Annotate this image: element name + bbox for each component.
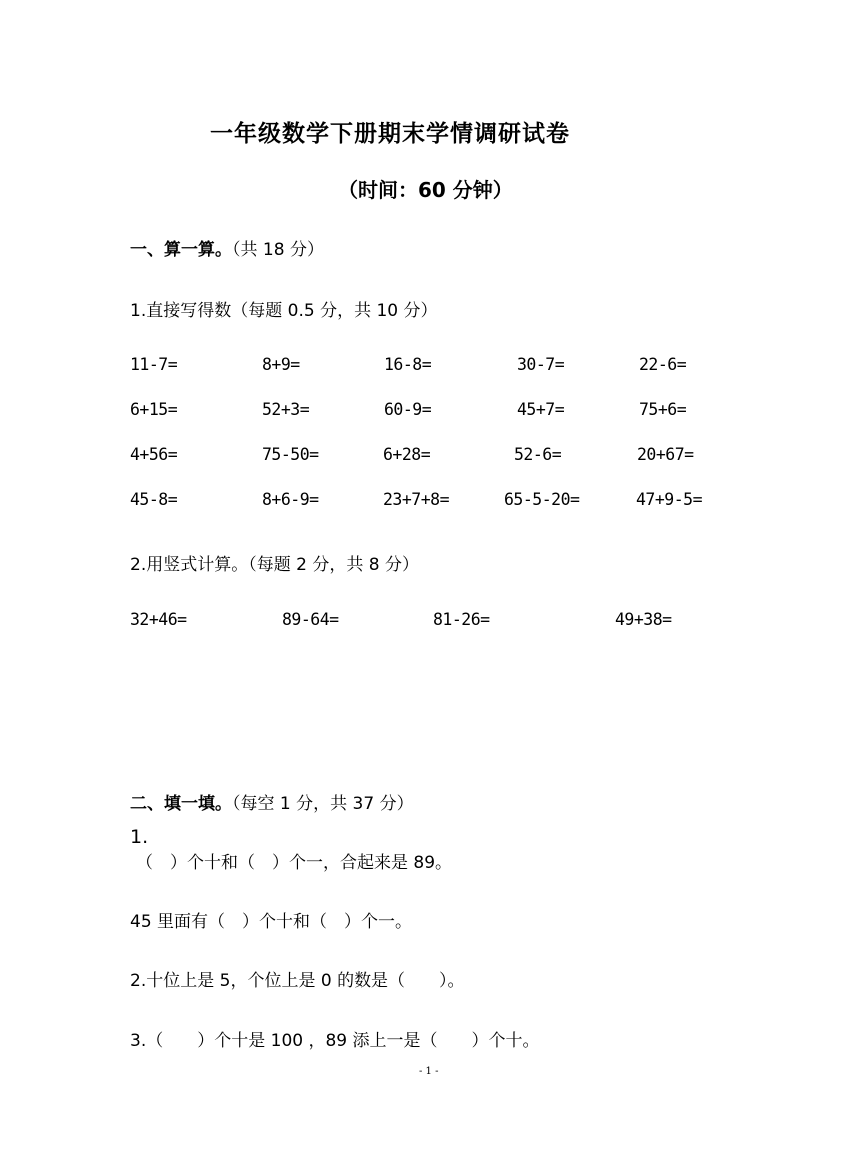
question-1-number: 1.	[130, 826, 149, 848]
equation: 6+28=	[383, 445, 431, 464]
equation: 75+6=	[639, 400, 687, 419]
equation: 65-5-20=	[504, 490, 580, 509]
question-1-line-2: 45 里面有（ ）个十和（ ）个一。	[130, 912, 413, 932]
equation: 45-8=	[130, 490, 178, 509]
vertical-calc-item: 89-64=	[282, 610, 339, 629]
equation: 23+7+8=	[383, 490, 450, 509]
section-1-note: （共 18 分）	[232, 240, 324, 260]
equation: 60-9=	[384, 400, 432, 419]
question-1-line-1: （ ）个十和（ ）个一，合起来是 89。	[136, 853, 453, 873]
vertical-calc-item: 49+38=	[615, 610, 672, 629]
equation: 52-6=	[514, 445, 562, 464]
section-2-heading: 二、填一填。	[130, 794, 232, 814]
equation: 8+6-9=	[262, 490, 319, 509]
question-2-label: 2.用竖式计算。（每题 2 分，共 8 分）	[130, 555, 419, 575]
equation: 47+9-5=	[636, 490, 703, 509]
equation: 4+56=	[130, 445, 178, 464]
vertical-calc-item: 32+46=	[130, 610, 187, 629]
vertical-calc-item: 81-26=	[433, 610, 490, 629]
equation: 30-7=	[517, 355, 565, 374]
section-1-header	[130, 235, 324, 260]
equation: 11-7=	[130, 355, 178, 374]
question-1-label: 1.直接写得数（每题 0.5 分，共 10 分）	[130, 301, 438, 321]
equation: 52+3=	[262, 400, 310, 419]
equation: 6+15=	[130, 400, 178, 419]
exam-time: （时间：60 分钟）	[338, 178, 513, 202]
question-2: 2.十位上是 5，个位上是 0 的数是（ ）。	[130, 971, 465, 991]
equation: 22-6=	[639, 355, 687, 374]
equation: 75-50=	[262, 445, 319, 464]
section-2-note: （每空 1 分，共 37 分）	[232, 794, 414, 814]
equation: 45+7=	[517, 400, 565, 419]
section-1-heading: 一、算一算。	[130, 240, 232, 260]
equation: 8+9=	[262, 355, 300, 374]
equation: 20+67=	[637, 445, 694, 464]
page-number: - 1 -	[419, 1066, 439, 1077]
section-2-header	[130, 789, 414, 814]
question-3: 3.（ ）个十是 100 ，89 添上一是（ ）个十。	[130, 1031, 540, 1051]
exam-title: 一年级数学下册期末学情调研试卷	[210, 121, 570, 147]
equation: 16-8=	[384, 355, 432, 374]
